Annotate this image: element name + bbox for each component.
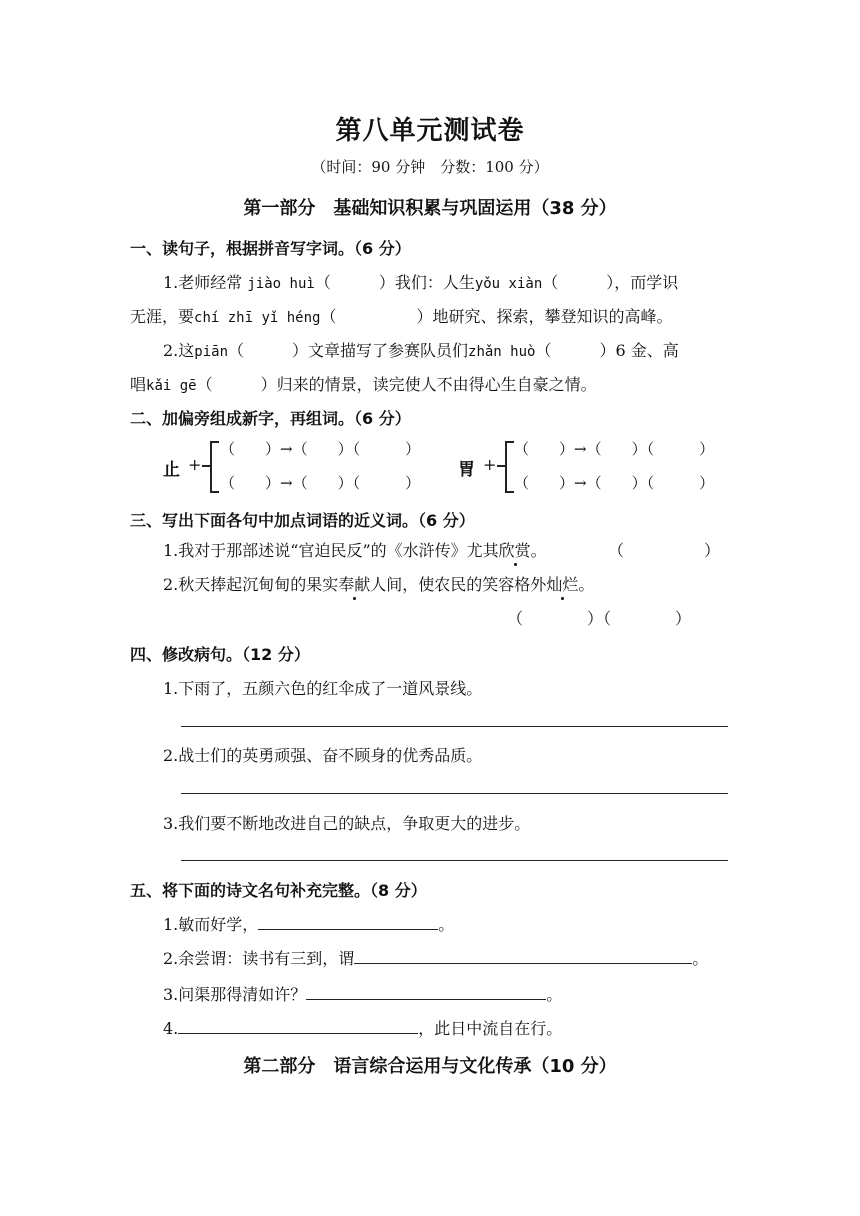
pinyin: zhǎn huò <box>468 344 536 360</box>
s5-question1: 1.敏而好学， 。 <box>163 915 455 934</box>
s3-question1: 1.我对于那部述说“官迫民反”的《水浒传》尤其欣赏。 <box>163 541 547 560</box>
section1-heading: 一、读句子，根据拼音写字词。（6 分） <box>130 239 411 258</box>
dotted-word: 欣赏 <box>498 541 531 560</box>
s5-question4: 4. ，此日中流自在行。 <box>163 1019 563 1038</box>
section5-heading: 五、将下面的诗文名句补充完整。（8 分） <box>130 881 427 900</box>
answer-blank: （ ）（ ） <box>507 609 692 628</box>
pinyin: piān <box>194 344 228 360</box>
section2-heading: 二、加偏旁组成新字，再组词。（6 分） <box>130 409 411 428</box>
fill-blank <box>354 949 692 964</box>
part2-title: 第二部分 语言综合运用与文化传承（10 分） <box>243 1056 617 1077</box>
fill-blank <box>178 1019 418 1034</box>
pinyin: jiào huì <box>247 276 315 292</box>
brace <box>210 441 219 493</box>
s4-question2: 2.战士们的英勇顽强、奋不顾身的优秀品质。 <box>163 746 483 765</box>
s3-question2: 2.秋天捧起沉甸甸的果实奉献人间，使农民的笑容格外灿烂。 <box>163 575 595 594</box>
s1-line1: 1.老师经常 jiào huì（ ）我们：人生yǒu xiàn（ ），而学识 <box>163 273 679 292</box>
page-title: 第八单元测试卷 <box>335 116 525 146</box>
section3-heading: 三、写出下面各句中加点词语的近义词。（6 分） <box>130 511 475 530</box>
answer-line <box>181 860 728 861</box>
answer-line <box>181 793 728 794</box>
s2-row: （ ）→（ ）（ ） <box>220 474 421 492</box>
s2-row: （ ）→（ ）（ ） <box>514 440 715 458</box>
section4-heading: 四、修改病句。（12 分） <box>130 645 310 664</box>
s1-line4: 唱kǎi gē（ ）归来的情景，读完使人不由得心生自豪之情。 <box>130 375 597 394</box>
answer-blank: （ ） <box>608 541 721 560</box>
answer-line <box>181 726 728 727</box>
part1-title: 第一部分 基础知识积累与巩固运用（38 分） <box>243 198 617 219</box>
plus-sign: + <box>188 455 202 474</box>
s4-question3: 3.我们要不断地改进自己的缺点，争取更大的进步。 <box>163 814 531 833</box>
fill-blank <box>306 985 546 1000</box>
s1-line3: 2.这piān（ ）文章描写了参赛队员们zhǎn huò（ ）6 金、高 <box>163 341 679 360</box>
base-char: 胃 <box>458 460 475 480</box>
plus-sign: + <box>483 455 497 474</box>
brace-tip <box>202 465 210 467</box>
fill-blank <box>258 915 438 930</box>
s2-row: （ ）→（ ）（ ） <box>220 440 421 458</box>
pinyin: yǒu xiàn <box>474 276 543 292</box>
exam-info: （时间：90 分钟 分数：100 分） <box>311 158 549 176</box>
s4-question1: 1.下雨了，五颜六色的红伞成了一道风景线。 <box>163 679 483 698</box>
s1-line2: 无涯，要chí zhī yǐ héng（ ）地研究、探索，攀登知识的高峰。 <box>130 307 673 326</box>
s5-question3: 3.问渠那得清如许？ 。 <box>163 985 563 1004</box>
s2-row: （ ）→（ ）（ ） <box>514 474 715 492</box>
pinyin: kǎi gē <box>146 378 197 394</box>
dotted-word: 灿烂 <box>546 575 579 594</box>
base-char: 止 <box>163 460 180 480</box>
brace <box>505 441 514 493</box>
dotted-word: 奉献 <box>338 575 371 594</box>
s5-question2: 2.余尝谓：读书有三到，谓 。 <box>163 949 709 968</box>
pinyin: chí zhī yǐ héng <box>194 310 321 326</box>
brace-tip <box>497 465 505 467</box>
